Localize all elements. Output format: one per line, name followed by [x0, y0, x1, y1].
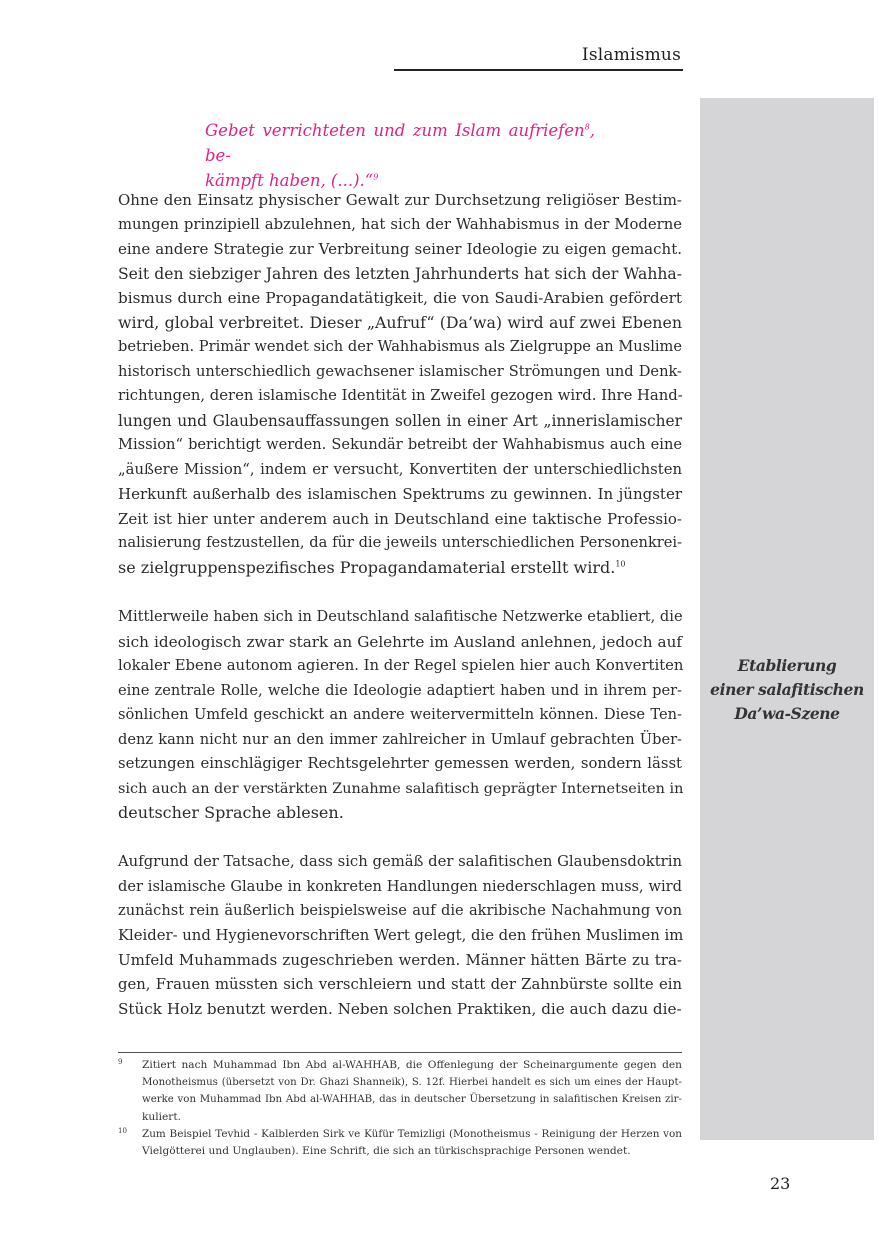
paragraph-line: setzungen einschlägiger Rechtsgelehrter gemessen werden, sondern lässt: [118, 755, 682, 772]
footnote-line: Zitiert nach Muhammad Ibn Abd al-WAHHAB, die Offenlegung der Scheinargumente gegen den: [142, 1059, 682, 1071]
paragraph-2: [118, 605, 682, 826]
running-header-title: Islamismus: [581, 45, 681, 65]
paragraph-line: Herkunft außerhalb des islamischen Spektrums zu gewinnen. In jüngster: [118, 485, 682, 503]
paragraph-line: lungen und Glaubensauffassungen sollen in einer Art „innerislamischer: [118, 411, 682, 430]
sidebar-heading-line: Da’wa-Szene: [734, 704, 840, 723]
page-number: 23: [770, 1174, 791, 1193]
paragraph-line: sich ideologisch zwar stark an Gelehrte im Ausland anlehnen, jedoch auf: [118, 632, 682, 651]
paragraph-3: [118, 850, 682, 1022]
paragraph-line: Ohne den Einsatz physischer Gewalt zur Durchsetzung religiöser Bestim-: [118, 191, 682, 209]
paragraph-line: Umfeld Muhammads zugeschrieben werden. Männer hätten Bärte zu tra-: [118, 951, 682, 969]
paragraph-line: deutscher Sprache ablesen.: [118, 803, 344, 822]
footnote-line: werke von Muhammad Ibn Abd al-WAHHAB, das in deutscher Übersetzung in salafitischen Kreisen zir-: [142, 1094, 682, 1106]
paragraph-1: [118, 188, 682, 580]
paragraph-line: lokaler Ebene autonom agieren. In der Regel spielen hier auch Konvertiten: [118, 657, 684, 674]
paragraph-line: Seit den siebziger Jahren des letzten Jahrhunderts hat sich der Wahha-: [118, 264, 682, 283]
paragraph-line: Zeit ist hier unter anderem auch in Deutschland eine taktische Professio-: [118, 509, 682, 528]
block-quote: [205, 118, 595, 193]
paragraph-line: wird, global verbreitet. Dieser „Aufruf“ (Da’wa) wird auf zwei Ebenen: [118, 312, 682, 332]
footnote-ref[interactable]: 10: [615, 559, 626, 569]
paragraph-line: eine andere Strategie zur Verbreitung seiner Ideologie zu eigen gemacht.: [118, 240, 682, 258]
paragraph-line: gen, Frauen müssten sich verschleiern und statt der Zahnbürste sollte ein: [118, 975, 682, 993]
paragraph-line: se zielgruppenspezifisches Propagandamaterial erstellt wird.$^{10}$: [118, 557, 626, 577]
paragraph-line: „äußere Mission“, indem er versucht, Konvertiten der unterschiedlichsten: [118, 460, 682, 478]
footnote-line: Zum Beispiel Tevhid - Kalblerden Sirk ve Küfür Temizligi (Monotheismus - Reinigung der Herzen von: [142, 1127, 682, 1140]
paragraph-line: bismus durch eine Propagandatätigkeit, die von Saudi-Arabien gefördert: [118, 289, 682, 307]
sidebar-heading-line: einer salafitischen: [710, 680, 864, 699]
footnote: [118, 1126, 682, 1160]
paragraph-line: Aufgrund der Tatsache, dass sich gemäß der salafitischen Glaubensdoktrin: [118, 853, 682, 870]
paragraph-line: Mission“ berichtigt werden. Sekundär betreibt der Wahhabismus auch eine: [118, 436, 682, 453]
sidebar-heading-line: Etablierung: [737, 656, 837, 675]
paragraph-line: Mittlerweile haben sich in Deutschland salafitische Netzwerke etabliert, die: [118, 608, 683, 625]
footnote-ref[interactable]: 8: [584, 122, 590, 132]
paragraph-line: der islamische Glaube in konkreten Handlungen niederschlagen muss, wird: [118, 877, 682, 895]
footnote-ref[interactable]: 9: [373, 172, 379, 182]
footnote-number: 10: [118, 1126, 127, 1135]
paragraph-line: sönlichen Umfeld geschickt an andere weitervermitteln können. Diese Ten-: [118, 706, 682, 723]
sidebar-heading: [700, 654, 874, 726]
paragraph-line: Stück Holz benutzt werden. Neben solchen Praktiken, die auch dazu die-: [118, 1000, 682, 1018]
paragraph-line: denz kann nicht nur an den immer zahlreicher in Umlauf gebrachten Über-: [118, 730, 682, 748]
footnote-line: Vielgötterei und Unglauben). Eine Schrift, die sich an türkischsprachige Personen wendet.: [142, 1145, 631, 1158]
quote-line: Gebet verrichteten und zum Islam aufriefen$^8$, be-: [205, 121, 595, 165]
paragraph-line: sich auch an der verstärkten Zunahme salafitisch geprägter Internetseiten in: [118, 780, 684, 797]
paragraph-line: nalisierung festzustellen, da für die jeweils unterschiedlichen Personenkrei-: [118, 534, 682, 551]
footnote-number: 9: [118, 1058, 123, 1066]
paragraph-line: betrieben. Primär wendet sich der Wahhabismus als Zielgruppe an Muslime: [118, 338, 682, 355]
margin-sidebar: [700, 98, 874, 1140]
paragraph-line: mungen prinzipiell abzulehnen, hat sich der Wahhabismus in der Moderne: [118, 215, 682, 233]
quote-line: kämpft haben, (...).“$^9$: [205, 171, 379, 190]
footnote-line: kuliert.: [142, 1110, 181, 1123]
header-rule: [394, 69, 683, 71]
footnote: [118, 1057, 682, 1126]
paragraph-line: eine zentrale Rolle, welche die Ideologie adaptiert haben und in ihrem per-: [118, 681, 682, 699]
paragraph-line: Kleider- und Hygienevorschriften Wert gelegt, die den frühen Muslimen im: [118, 926, 684, 944]
footnote-rule: [118, 1052, 682, 1053]
footnote-line: Monotheismus (übersetzt von Dr. Ghazi Shanneik), S. 12f. Hierbei handelt es sich um eines der Haupt-: [142, 1077, 682, 1089]
footnotes: [118, 1057, 682, 1160]
paragraph-line: zunächst rein äußerlich beispielsweise auf die akribische Nachahmung von: [118, 902, 682, 919]
paragraph-line: historisch unterschiedlich gewachsener islamischer Strömungen und Denk-: [118, 362, 682, 380]
paragraph-line: richtungen, deren islamische Identität in Zweifel gezogen wird. Ihre Hand-: [118, 387, 683, 404]
